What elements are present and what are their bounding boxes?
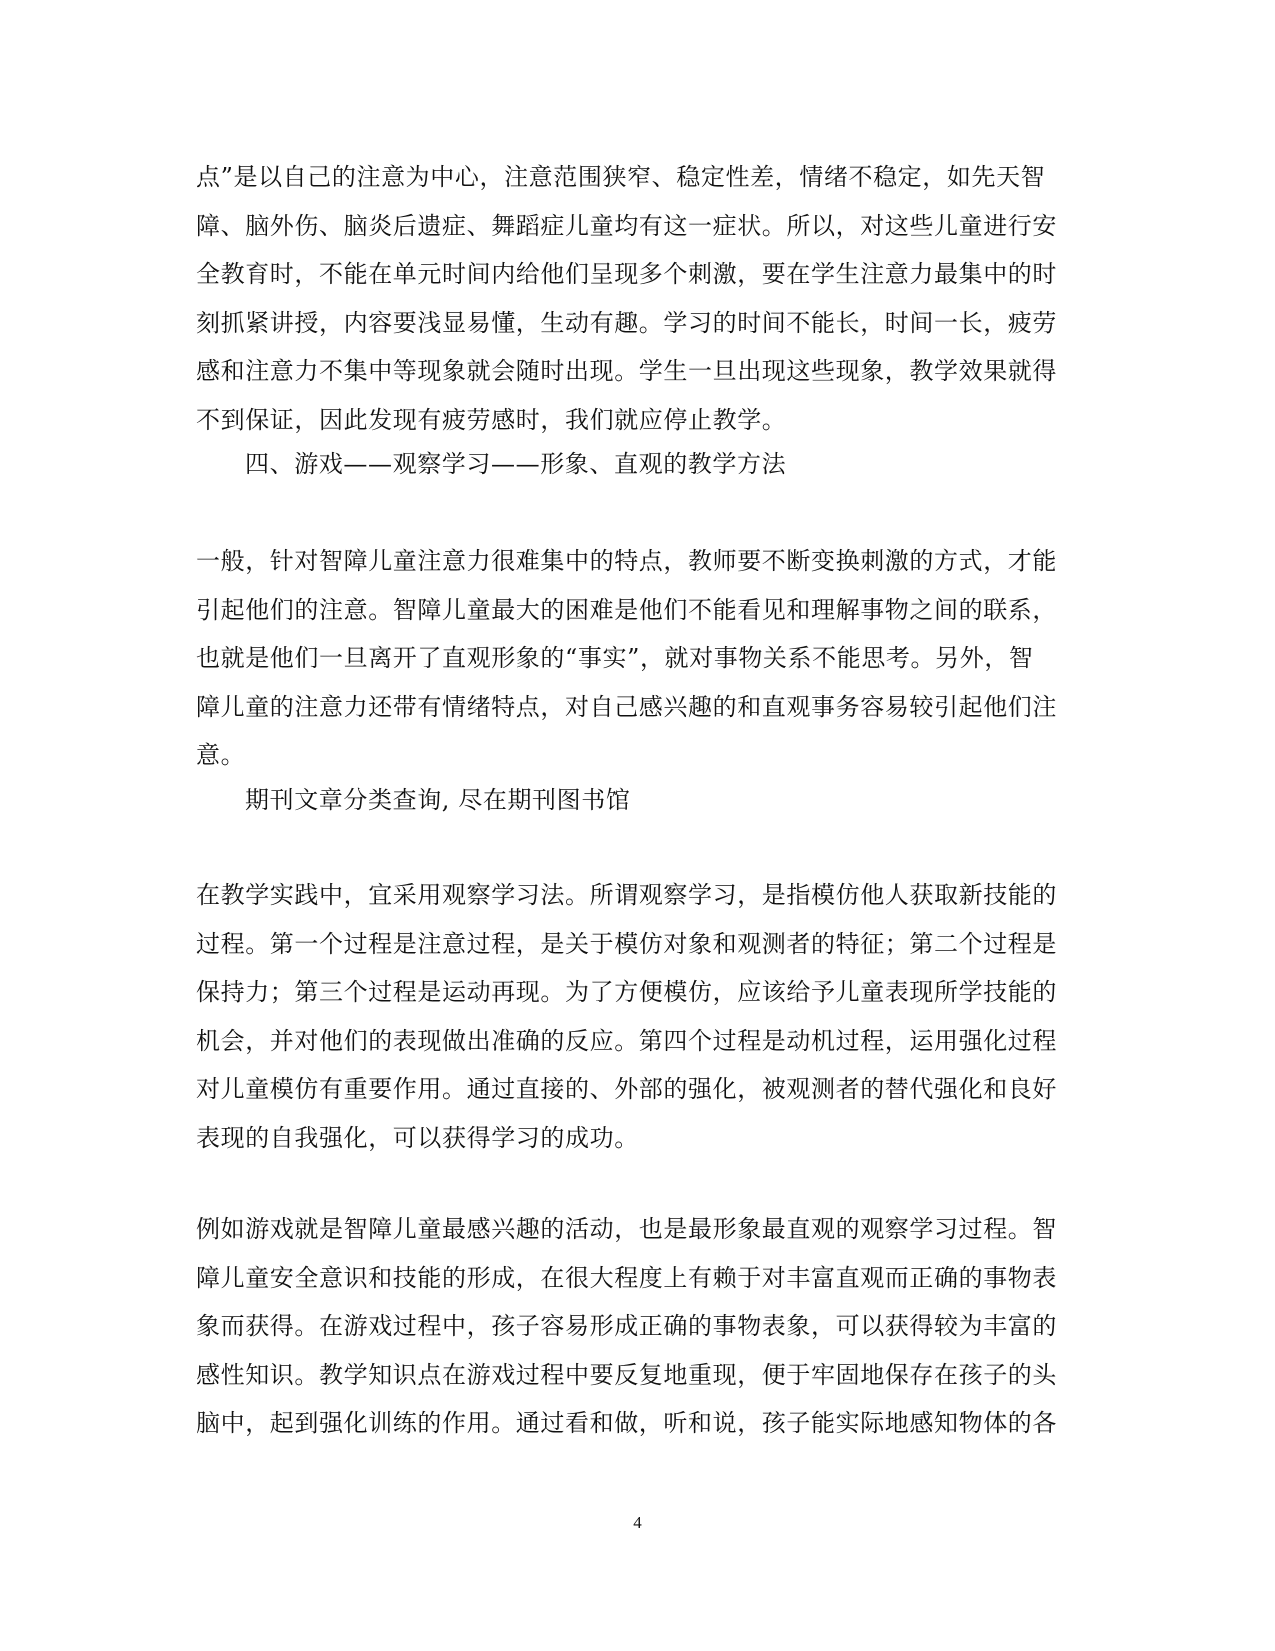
text-line: 刻抓紧讲授，内容要浅显易懂，生动有趣。学习的时间不能长，时间一长，疲劳	[196, 308, 1057, 337]
text-line: 感和注意力不集中等现象就会随时出现。学生一旦出现这些现象，教学效果就得	[196, 357, 1057, 385]
text-line: 象而获得。在游戏过程中，孩子容易形成正确的事物表象，可以获得较为丰富的	[196, 1312, 1057, 1340]
text-line: 障儿童安全意识和技能的形成，在很大程度上有赖于对丰富直观而正确的事物表	[196, 1263, 1057, 1292]
text-line: 对儿童模仿有重要作用。通过直接的、外部的强化，被观测者的替代强化和良好	[196, 1075, 1057, 1103]
paragraph-observational-learning	[196, 871, 1076, 1162]
page-number: 4	[633, 1513, 642, 1532]
text-line: 障、脑外伤、脑炎后遗症、舞蹈症儿童均有这一症状。所以，对这些儿童进行安	[196, 211, 1057, 240]
text-line: 也就是他们一旦离开了直观形象的“事实”，就对事物关系不能思考。另外，智	[196, 644, 1034, 672]
text-line: 障儿童的注意力还带有情绪特点，对自己感兴趣的和直观事务容易较引起他们注	[196, 692, 1057, 721]
journal-note: 期刊文章分类查询, 尽在期刊图书馆	[245, 786, 631, 814]
paragraph-attention-methods	[196, 537, 1076, 780]
text-line: 感性知识。教学知识点在游戏过程中要反复地重现，便于牢固地保存在孩子的头	[196, 1360, 1057, 1389]
text-line: 引起他们的注意。智障儿童最大的困难是他们不能看见和理解事物之间的联系，	[196, 595, 1057, 624]
paragraph-games	[196, 1205, 1076, 1448]
text-line: 保持力；第三个过程是运动再现。为了方便模仿，应该给予儿童表现所学技能的	[196, 978, 1057, 1006]
section-heading: 四、游戏——观察学习——形象、直观的教学方法	[245, 450, 787, 478]
paragraph-attention-span	[196, 153, 1076, 444]
text-line: 例如游戏就是智障儿童最感兴趣的活动，也是最形象最直观的观察学习过程。智	[196, 1215, 1057, 1243]
text-line: 在教学实践中，宜采用观察学习法。所谓观察学习，是指模仿他人获取新技能的	[196, 881, 1057, 909]
text-line: 过程。第一个过程是注意过程，是关于模仿对象和观测者的特征；第二个过程是	[196, 929, 1057, 958]
text-line: 点”是以自己的注意为中心，注意范围狭窄、稳定性差，情绪不稳定，如先天智	[196, 163, 1046, 191]
text-line: 意。	[196, 741, 246, 769]
text-line: 不到保证，因此发现有疲劳感时，我们就应停止教学。	[196, 405, 787, 434]
text-line: 脑中，起到强化训练的作用。通过看和做，听和说，孩子能实际地感知物体的各	[196, 1409, 1057, 1437]
text-line: 机会，并对他们的表现做出准确的反应。第四个过程是动机过程，运用强化过程	[196, 1026, 1057, 1055]
text-line: 表现的自我强化，可以获得学习的成功。	[196, 1123, 639, 1152]
text-line: 全教育时，不能在单元时间内给他们呈现多个刺激，要在学生注意力最集中的时	[196, 260, 1057, 288]
text-line: 一般，针对智障儿童注意力很难集中的特点，教师要不断变换刺激的方式，才能	[196, 547, 1057, 575]
